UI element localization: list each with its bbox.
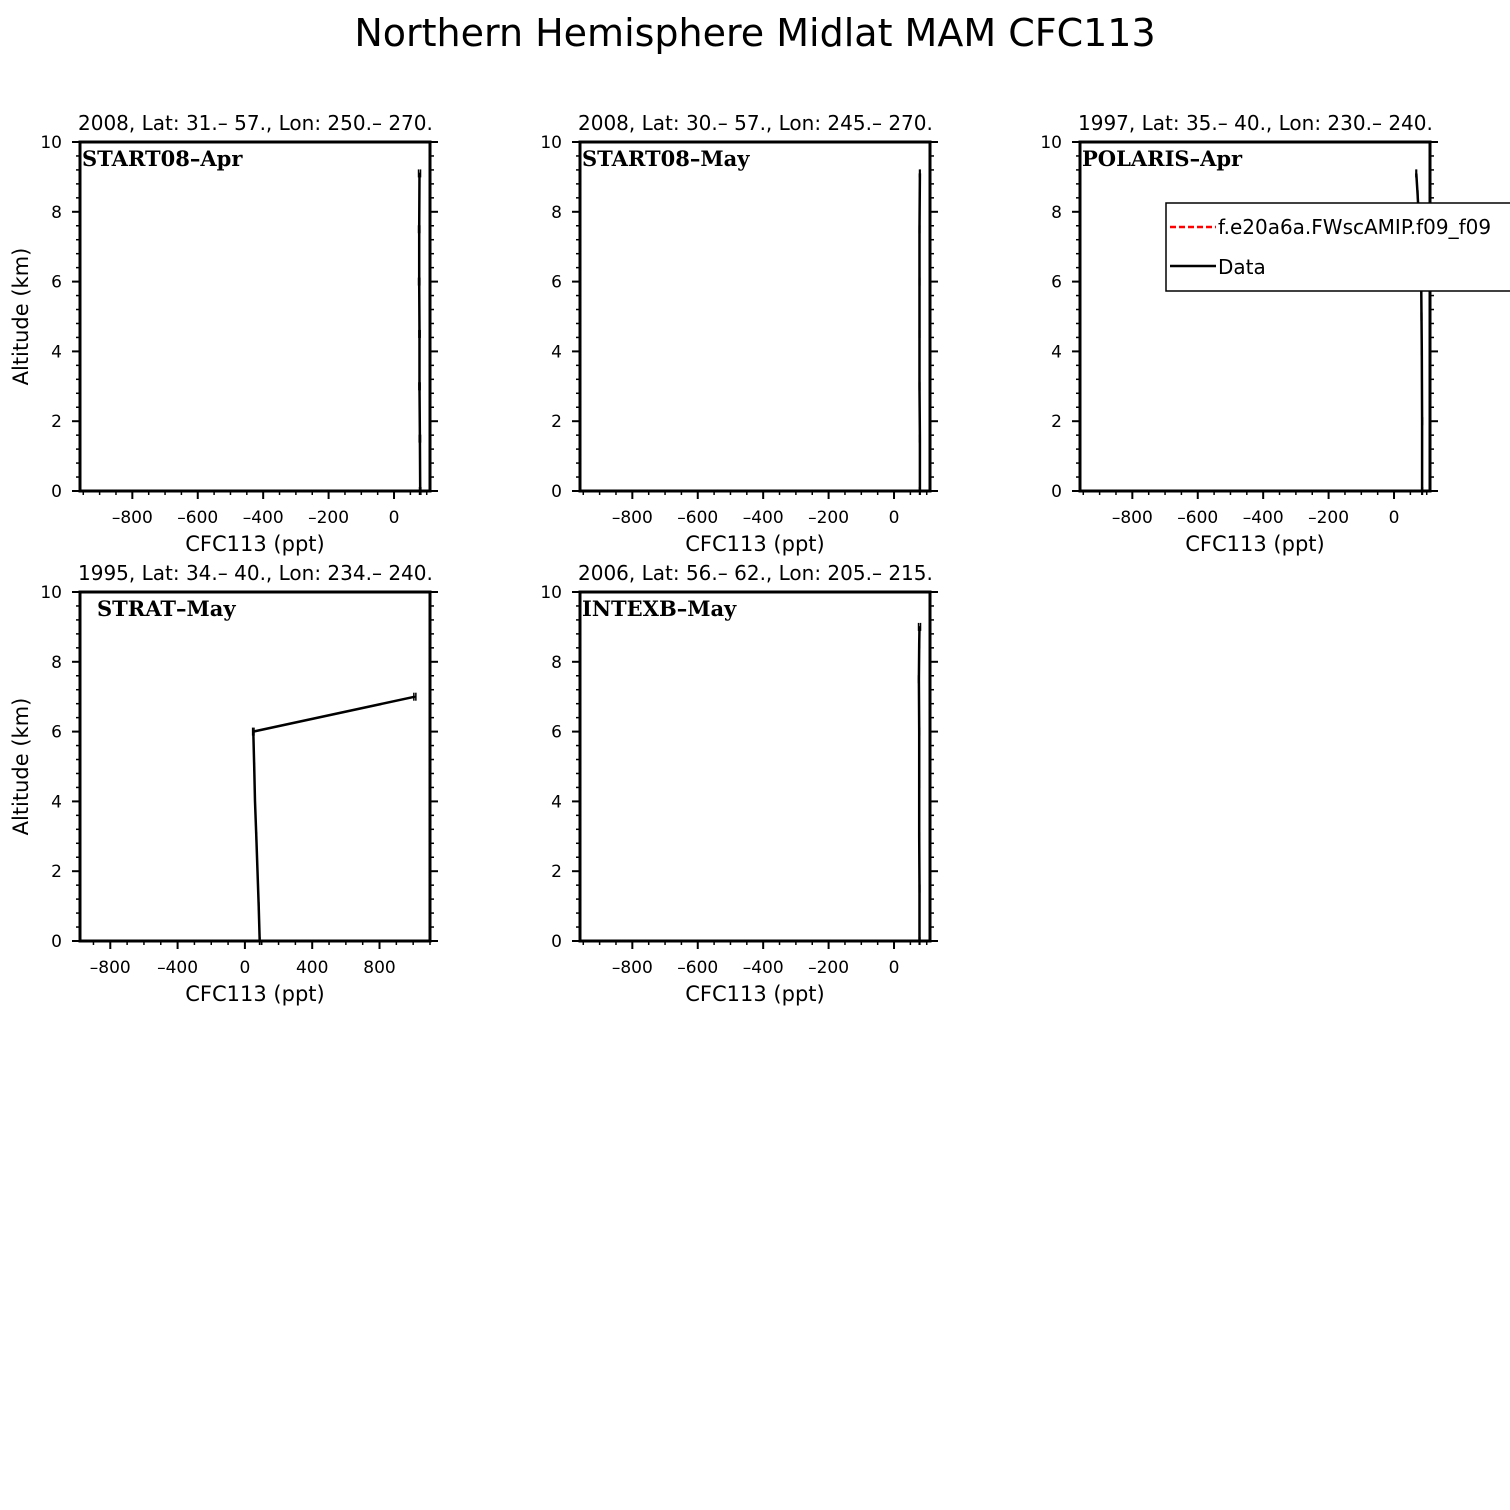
y-tick-label: 0: [551, 482, 562, 502]
x-axis-label: CFC113 (ppt): [685, 532, 825, 556]
y-tick-label: 10: [40, 133, 62, 153]
figure-title: Northern Hemisphere Midlat MAM CFC113: [354, 11, 1156, 55]
y-tick-label: 2: [551, 862, 562, 883]
x-tick-label: –800: [611, 508, 653, 528]
chart-panel-2: [540, 111, 938, 556]
x-tick-label: 0: [888, 508, 900, 528]
campaign-label: POLARIS–Apr: [1082, 146, 1243, 171]
panel-header: 2008, Lat: 30.– 57., Lon: 245.– 270.: [578, 111, 933, 135]
y-tick-label: 8: [1051, 202, 1062, 223]
y-tick-label: 6: [551, 722, 562, 743]
x-tick-label: –800: [89, 958, 131, 978]
y-tick-label: 0: [551, 932, 562, 952]
x-tick-label: –800: [111, 508, 153, 528]
x-tick-label: –200: [808, 958, 850, 978]
y-tick-label: 4: [51, 792, 62, 813]
y-tick-label: 8: [551, 202, 562, 223]
panel-header: 2008, Lat: 31.– 57., Lon: 250.– 270.: [78, 111, 433, 135]
x-tick-label: –400: [1242, 508, 1284, 528]
x-tick-label: –400: [157, 958, 199, 978]
y-tick-label: 2: [51, 412, 62, 433]
y-tick-label: 6: [51, 722, 62, 743]
y-tick-label: 6: [1051, 272, 1062, 293]
legend: [1166, 203, 1510, 291]
campaign-label: STRAT–May: [97, 596, 236, 621]
y-tick-label: 0: [1051, 482, 1062, 502]
x-tick-label: –600: [677, 508, 719, 528]
y-tick-label: 8: [51, 202, 62, 223]
y-tick-label: 6: [51, 272, 62, 293]
x-tick-label: –600: [677, 958, 719, 978]
campaign-label: START08–Apr: [82, 146, 243, 171]
x-axis-label: CFC113 (ppt): [185, 532, 325, 556]
chart-panel-1: [9, 111, 438, 556]
x-axis-label: CFC113 (ppt): [685, 982, 825, 1006]
y-tick-label: 4: [51, 342, 62, 363]
y-tick-label: 2: [51, 862, 62, 883]
x-tick-label: 800: [363, 958, 396, 978]
y-tick-label: 2: [551, 412, 562, 433]
x-tick-label: –600: [177, 508, 219, 528]
y-tick-label: 10: [40, 583, 62, 603]
x-tick-label: –600: [1177, 508, 1219, 528]
plot-frame: [1080, 142, 1430, 491]
plot-frame: [80, 142, 430, 491]
y-tick-label: 6: [551, 272, 562, 293]
x-tick-label: –400: [742, 508, 784, 528]
chart-panel-5: [540, 561, 938, 1006]
x-tick-label: –200: [308, 508, 350, 528]
x-tick-label: –400: [742, 958, 784, 978]
y-tick-label: 0: [51, 482, 62, 502]
chart-panel-4: [9, 561, 438, 1006]
plot-frame: [580, 592, 930, 941]
x-tick-label: 0: [239, 958, 251, 978]
y-tick-label: 8: [551, 652, 562, 673]
chart-panel-3: [1040, 111, 1438, 556]
y-tick-label: 2: [1051, 412, 1062, 433]
y-tick-label: 8: [51, 652, 62, 673]
y-tick-label: 10: [540, 583, 562, 603]
y-axis-label: Altitude (km): [9, 697, 33, 836]
x-tick-label: 0: [888, 958, 900, 978]
y-tick-label: 0: [51, 932, 62, 952]
y-tick-label: 10: [1040, 133, 1062, 153]
campaign-label: INTEXB–May: [582, 596, 737, 621]
y-axis-label: Altitude (km): [9, 247, 33, 386]
x-tick-label: 0: [1388, 508, 1400, 528]
y-tick-label: 4: [551, 792, 562, 813]
y-tick-label: 4: [551, 342, 562, 363]
x-tick-label: –800: [1111, 508, 1153, 528]
x-tick-label: 0: [388, 508, 400, 528]
x-tick-label: –800: [611, 958, 653, 978]
x-axis-label: CFC113 (ppt): [185, 982, 325, 1006]
plot-frame: [580, 142, 930, 491]
x-tick-label: –200: [1308, 508, 1350, 528]
x-axis-label: CFC113 (ppt): [1185, 532, 1325, 556]
panel-header: 2006, Lat: 56.– 62., Lon: 205.– 215.: [578, 561, 933, 585]
y-tick-label: 10: [540, 133, 562, 153]
series-line-data: [253, 697, 415, 941]
panel-header: 1995, Lat: 34.– 40., Lon: 234.– 240.: [78, 561, 433, 585]
y-tick-label: 4: [1051, 342, 1062, 363]
panel-header: 1997, Lat: 35.– 40., Lon: 230.– 240.: [1078, 111, 1433, 135]
legend-label-model: f.e20a6a.FWscAMIP.f09_f09: [1218, 215, 1492, 239]
x-tick-label: –400: [242, 508, 284, 528]
legend-label-data: Data: [1218, 255, 1266, 279]
x-tick-label: –200: [808, 508, 850, 528]
campaign-label: START08–May: [582, 146, 750, 171]
x-tick-label: 400: [295, 958, 329, 978]
